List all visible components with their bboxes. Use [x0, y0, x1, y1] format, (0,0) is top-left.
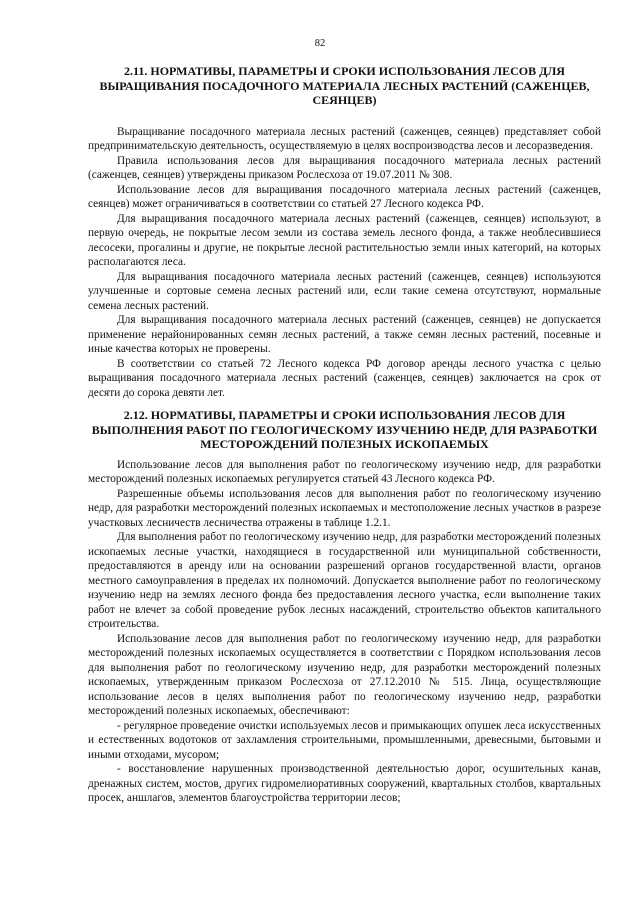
paragraph: Выращивание посадочного материала лесных растений (саженцев, сеянцев) представляет собой предпринимательскую деятельность, осуществляемую в целях воспроизводства лесов и лесоразведения.	[88, 125, 601, 152]
paragraph: Для выращивания посадочного материала лесных растений (саженцев, сеянцев) не допускается применение нерайонированных семян лесных растений, а также семян лесных растений, посевные и иные качества которых не проверены.	[88, 314, 601, 355]
section-2-11-body	[88, 125, 601, 401]
paragraph: Для выращивания посадочного материала лесных растений (саженцев, сеянцев) используют, в первую очередь, не покрытые лесом земли из состава земель лесного фонда, а также необлесившиеся лесосеки, прогалины и другие, не покрытые лесной растительностью земли иных категорий, на которых располагаются леса.	[88, 212, 601, 268]
section-2-11-heading: 2.11. НОРМАТИВЫ, ПАРАМЕТРЫ И СРОКИ ИСПОЛЬЗОВАНИЯ ЛЕСОВ ДЛЯ ВЫРАЩИВАНИЯ ПОСАДОЧНОГО МАТЕРИАЛА ЛЕСНЫХ РАСТЕНИЙ (САЖЕНЦЕВ, СЕЯНЦЕВ)	[99, 64, 590, 107]
paragraph: Для выполнения работ по геологическому изучению недр, для разработки месторождений полезных ископаемых лесные участки, находящиеся в государственной или муниципальной собственности, предоставляются в аренду или на основании разрешений органов государственной власти, органов местного самоуправления в пределах их полномочий. Допускается выполнение работ по геологическому изучению недр на землях лесного фонда без предоставления лесного участка, если выполнение таких работ не влечет за собой проведение рубок лесных насаждений, строительство объектов капитального строительства.	[88, 531, 601, 630]
list-item: - регулярное проведение очистки используемых лесов и примыкающих опушек леса искусственных и естественных водотоков от захламления строительными, промышленными, древесными, бытовыми и иными отходами, мусором;	[88, 719, 601, 761]
page-content	[88, 64, 601, 806]
paragraph: Разрешенные объемы использования лесов для выполнения работ по геологическому изучению недр, для разработки месторождений полезных ископаемых и местоположение лесных участков в разрезе участковых лесничеств лесничества отражены в таблице 1.2.1.	[88, 487, 601, 529]
paragraph: В соответствии со статьей 72 Лесного кодекса РФ договор аренды лесного участка с целью выращивания посадочного материала лесных растений (саженцев, сеянцев) заключается на срок от десяти до сорока девяти лет.	[88, 357, 601, 399]
list-item: - восстановление нарушенных производственной деятельностью дорог, осушительных канав, дренажных систем, мостов, других гидромелиоративных сооружений, квартальных столбов, квартальных просек, аншлагов, элементов благоустройства территории лесов;	[88, 763, 601, 804]
paragraph: Использование лесов для выполнения работ по геологическому изучению недр, для разработки месторождений полезных ископаемых осуществляется в соответствии с Порядком использования лесов для выполнения работ по геологическому изучению недр, для разработки месторождений полезных ископаемых, утвержденным приказом Рослесхоза от 27.12.2010 № 515. Лица, осуществляющие использование лесов в целях выполнения работ по геологическому изучению недр, разработки месторождений полезных ископаемых, обеспечивают:	[88, 632, 601, 717]
page-number: 82	[314, 38, 326, 49]
paragraph: Использование лесов для выполнения работ по геологическому изучению недр, для разработки месторождений полезных ископаемых регулируется статьей 43 Лесного кодекса РФ.	[88, 458, 601, 485]
paragraph: Для выращивания посадочного материала лесных растений (саженцев, сеянцев) используются улучшенные и сортовые семена лесных растений или, если такие семена отсутствуют, нормальные семена лесных растений.	[88, 270, 601, 312]
paragraph: Использование лесов для выращивания посадочного материала лесных растений (саженцев, сеянцев) может ограничиваться в соответствии со статьей 27 Лесного кодекса РФ.	[88, 183, 601, 210]
section-2-12-body	[88, 458, 601, 806]
paragraph: Правила использования лесов для выращивания посадочного материала лесных растений (саженцев, сеянцев) утверждены приказом Рослесхоза от 19.07.2011 № 308.	[88, 154, 601, 181]
section-2-12-heading: 2.12. НОРМАТИВЫ, ПАРАМЕТРЫ И СРОКИ ИСПОЛЬЗОВАНИЯ ЛЕСОВ ДЛЯ ВЫПОЛНЕНИЯ РАБОТ ПО ГЕОЛОГИЧЕСКОМУ ИЗУЧЕНИЮ НЕДР, ДЛЯ РАЗРАБОТКИ МЕСТОРОЖДЕНИЙ ПОЛЕЗНЫХ ИСКОПАЕМЫХ	[91, 408, 598, 451]
